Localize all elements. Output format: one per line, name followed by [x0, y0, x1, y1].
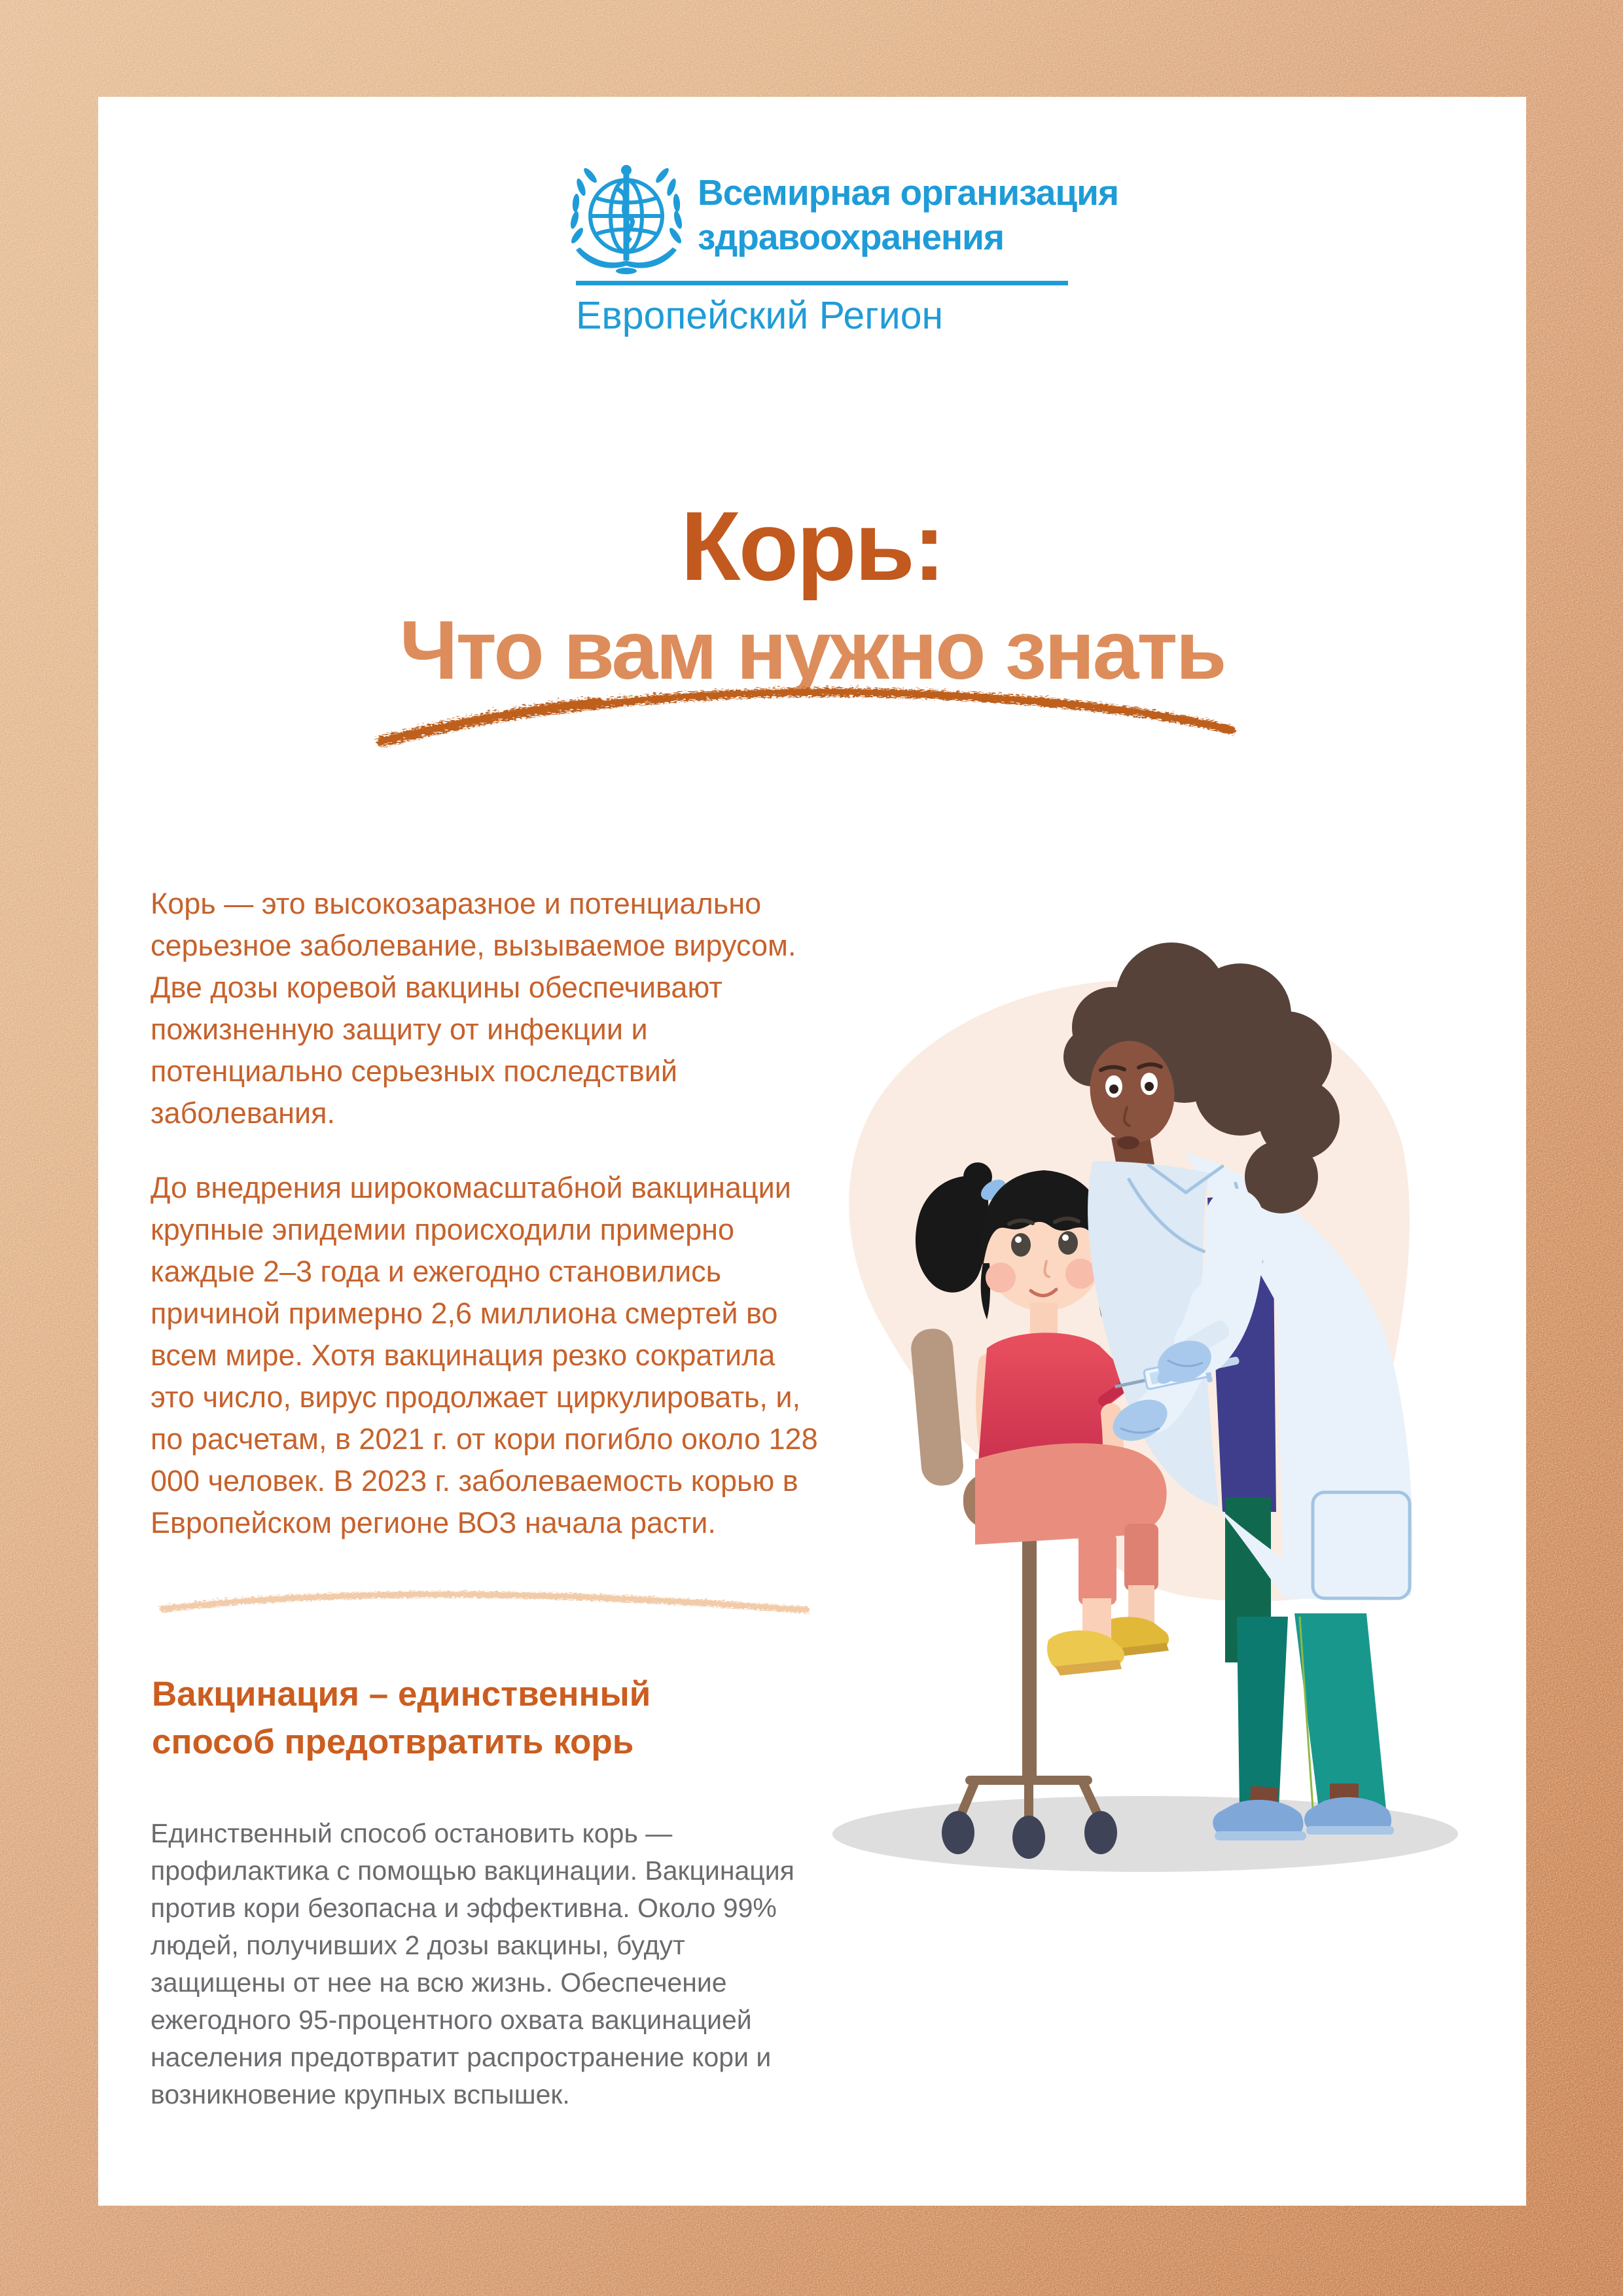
who-org-name — [698, 170, 1195, 259]
page-title-line1: Корь: — [681, 491, 944, 601]
vaccination-illustration — [818, 936, 1551, 2009]
who-org-name-line2: здравоохранения — [698, 217, 1005, 257]
who-region-label: Европейский Регион — [576, 294, 944, 337]
intro-paragraph-2: До внедрения широкомасштабной вакцинации крупные эпидемии происходили примерно каждые 2–3 года и ежегодно становились причиной примерно 2,6 миллиона смертей во всем мире. Хотя вакцинация резко сократила это число, вирус продолжает циркулировать, и, по расчетам, в 2021 г. от кори погибло около 128 000 человек. В 2023 г. заболеваемость корью в Европейском регионе ВОЗ начала расти. — [151, 1171, 818, 1539]
page-title-line2: Что вам нужно знать — [399, 603, 1225, 696]
section-divider-brush — [154, 1581, 812, 1621]
section-heading: Вакцинация – единственный способ предотвратить корь — [152, 1675, 651, 1761]
content-page — [98, 97, 1526, 2206]
title-underline-brush — [366, 678, 1241, 750]
intro-paragraph-1: Корь — это высокозаразное и потенциально серьезное заболевание, вызываемое вирусом. Две дозы коревой вакцины обеспечивают пожизненную защиту от инфекции и потенциально серьезных последствий заболевания. — [151, 887, 796, 1130]
section-paragraph: Единственный способ остановить корь — профилактика с помощью вакцинации. Вакцинация против кори безопасна и эффективна. Около 99% людей, получивших 2 дозы вакцины, будут защищены от нее на всю жизнь. Обеспечение ежегодного 95-процентного охвата вакцинацией населения предотвратит распространение кори и возникновение крупных вспышек. — [151, 1818, 794, 2109]
logo-divider-rule — [576, 281, 1068, 285]
who-emblem-icon — [567, 162, 686, 278]
who-org-name-line1: Всемирная организация — [698, 172, 1119, 213]
